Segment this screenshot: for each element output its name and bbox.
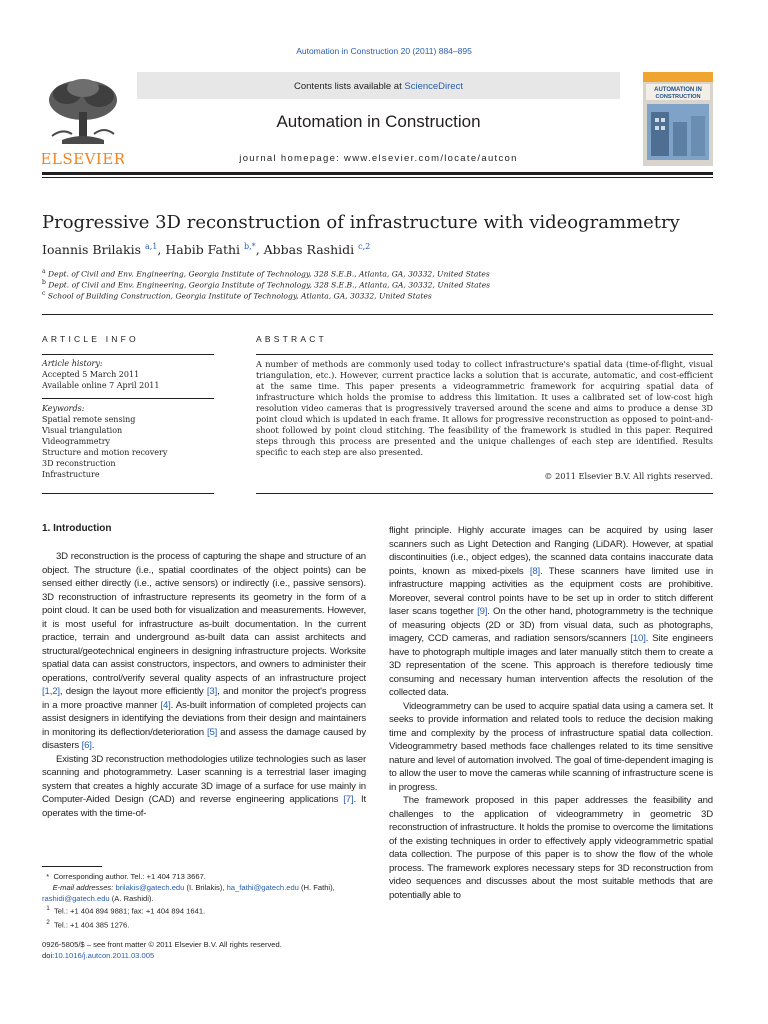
- abstract-heading: ABSTRACT: [256, 334, 327, 344]
- footnote-emails: E-mail addresses: brilakis@gatech.edu (I. Brilakis), ha_fathi@gatech.edu (H. Fathi),: [52, 882, 335, 892]
- footnote-2: $^2$ Tel.: +1 404 385 1276.: [46, 918, 130, 930]
- author-separator: ,: [255, 242, 264, 258]
- elsevier-tree-icon: [42, 76, 124, 166]
- history-accepted: Accepted 5 March 2011: [42, 370, 140, 379]
- citation-link[interactable]: [4]: [160, 699, 171, 711]
- history-label: Article history:: [42, 359, 103, 368]
- email-link[interactable]: ha_fathi@gatech.edu: [226, 882, 299, 892]
- keyword: Videogrammetry: [42, 437, 111, 446]
- svg-text:AUTOMATION IN: AUTOMATION IN: [654, 87, 702, 93]
- paragraph: Existing 3D reconstruction methodologies utilize technologies such as laser scanning and photogrammetry. Laser scanning is a terrestrial laser imaging system that creates a highly accurate 3D image of a surface for use mainly in Computer-Aided Design (CAD) and reverse engineering applications [7]. It operates with the time-of-: [42, 753, 367, 819]
- elsevier-wordmark: ELSEVIER: [42, 150, 124, 166]
- journal-cover-image[interactable]: [643, 72, 713, 166]
- history-online: Available online 7 April 2011: [42, 381, 160, 390]
- footnote-emails-cont: rashidi@gatech.edu (A. Rashidi).: [42, 893, 154, 903]
- paragraph: 3D reconstruction is the process of capturing the shape and structure of an object. The structure (i.e., spatial coordinates of the object points) can be sensed either directly (i.e., active sensors) or indirectly (i.e., passive sensors). 3D reconstruction of infrastructure represents its geometry in the form of a point cloud. It can be used both for visualization and measurements. However, it is most useful for infrastructure as-built documentation. In the current practice, terrain and underground as-built data can assist architects and structural/geotechnical engineers in designing infrastructure projects. Worksite spatial data can assist constructors, inspectors, and owners to administer their operations, control/verify several quality aspects of an infrastructure project [1,2], design the layout more efficiently [3], and monitor the project's progress in a more proactive manner [4]. As-built information of completed projects can assist designers in identifying the deviations from their design and maintainers in monitoring its deflection/deterioration [5] and assess the damage caused by disasters [6].: [42, 551, 366, 751]
- citation-link[interactable]: [3]: [206, 686, 218, 697]
- journal-title: Automation in Construction: [276, 112, 481, 131]
- header-rule: [42, 172, 713, 175]
- contents-prefix: Contents lists available at: [294, 81, 405, 92]
- keyword: Infrastructure: [42, 470, 100, 479]
- citation-link[interactable]: [7]: [343, 794, 354, 805]
- citation-link[interactable]: [1,2]: [42, 686, 60, 697]
- body-column-left: [42, 550, 366, 820]
- paragraph: flight principle. Highly accurate images can be acquired by using laser scanners such as Light Detection and Ranging (LiDAR). However, at spatial discontinuities (i.e., object edges), the scanned data contains inaccurate data points, known as mixed-pixels [8]. These scanners have limited use in infrastructure mapping activities as the equipment costs are prohibitive. Moreover, several control points have to be set up in order to stitch different laser scans together [9]. On the other hand, photogrammetry is the technique of measuring objects (2D or 3D) from visual data, such as photographs, imagery, CCD cameras, and radiation sensors/scanners [10]. Site engineers have to photograph multiple images and later manually stitch them to create a 3D representation of the scene. This approach is therefore tediously time consuming and necessary human intervention affects the resolution of the collected data.: [389, 525, 714, 698]
- author-affiliation-link[interactable]: c,2: [358, 242, 371, 251]
- email-link[interactable]: brilakis@gatech.edu: [115, 882, 185, 892]
- author-name: Habib Fathi: [165, 242, 241, 258]
- paragraph: The framework proposed in this paper addresses the feasibility and challenges to the application of videogrammetry in geometric 3D reconstruction of infrastructure. It holds the promise to overcome the limitations of the existing techniques in order to effectively apply videogrammetric spatial data collection. The purpose of this paper is to show the flow of the whole process. The framework explores necessary steps for 3D reconstruction from video sequences and discusses about the most suitable methods that are potentially able to: [389, 795, 713, 901]
- author-list: [42, 242, 722, 257]
- citation-link[interactable]: [9]: [477, 606, 488, 617]
- divider: [42, 354, 214, 355]
- elsevier-logo: [42, 76, 124, 166]
- sciencedirect-link[interactable]: ScienceDirect: [404, 81, 463, 92]
- keywords-list: [42, 414, 167, 480]
- journal-reference-link[interactable]: Automation in Construction 20 (2011) 884–895: [296, 46, 472, 56]
- abstract-text: A number of methods are commonly used today to collect infrastructure's spatial data (time-of-flight, visual triangulation, etc.). However, current practice lacks a solution that is accurate, automatic, and cost-efficient at the same time. This paper presents a videogrammetric framework for acquiring spatial data of infrastructure which holds the promise to address this limitation. It uses a calibrated set of low-cost high resolution video cameras that is progressively traversed around the scene and aims to produce a dense 3D point cloud which is updated in each frame. It allows for progressive reconstruction as opposed to point-and-shoot followed by point cloud stitching. The feasibility of the framework is studied in this paper. Required steps through this process are presented and the unique challenges of each step are identified. Results specific to each step are also presented.: [256, 359, 713, 457]
- copyright-notice: © 2011 Elsevier B.V. All rights reserved.: [544, 471, 713, 481]
- keyword: Spatial remote sensing: [42, 415, 136, 424]
- issn-text: 0926-5805/$ – see front matter © 2011 Elsevier B.V. All rights reserved.: [42, 940, 282, 949]
- header-rule-thin: [42, 177, 713, 178]
- doi-link[interactable]: 10.1016/j.autcon.2011.03.005: [54, 950, 155, 960]
- divider: [42, 398, 214, 399]
- footnote-corresponding: * Corresponding author. Tel.: +1 404 713 3667.: [46, 872, 206, 881]
- contents-line: [137, 81, 620, 92]
- divider: [42, 493, 214, 494]
- divider: [256, 493, 713, 494]
- paragraph: Videogrammetry can be used to acquire spatial data using a camera set. It seeks to provide information and related tools to reduce the decision making time and complexity by the process of infrastructure spatial data collection. Videogrammetry based methods face challenges related to its time sensitive nature and level of automation involved. The goal of time-dependent imaging is to allow the user to move the cameras while scanning of infrastructure scene is in progress.: [389, 700, 713, 793]
- affiliation: $^c$ School of Building Construction, Georgia Institute of Technology, Atlanta, GA, 30332, United States: [42, 290, 432, 301]
- email-link[interactable]: rashidi@gatech.edu: [42, 893, 110, 903]
- keyword: 3D reconstruction: [42, 459, 116, 468]
- issn-line: [42, 940, 282, 962]
- affiliation: $^b$ Dept. of Civil and Env. Engineering, Georgia Institute of Technology, 328 S.E.B., Atlanta, GA, 30332, United States: [42, 279, 491, 290]
- citation-link[interactable]: [6]: [81, 740, 92, 751]
- citation-link[interactable]: [8]: [529, 565, 541, 577]
- footnotes: [42, 872, 372, 931]
- citation-link[interactable]: [5]: [206, 726, 218, 738]
- journal-cover-icon: [643, 72, 713, 166]
- keyword: Visual triangulation: [42, 426, 123, 435]
- author-name: Ioannis Brilakis: [42, 242, 141, 258]
- paper-title: Progressive 3D reconstruction of infrastructure with videogrammetry: [42, 212, 680, 233]
- keyword: Structure and motion recovery: [42, 448, 168, 457]
- section-heading: 1. Introduction: [42, 523, 112, 534]
- author-affiliation-link[interactable]: b,*: [244, 242, 256, 251]
- author-affiliation-link[interactable]: a,1: [144, 242, 158, 251]
- footnote-rule: [42, 866, 102, 867]
- divider: [256, 354, 713, 355]
- divider: [42, 314, 713, 315]
- author-name: Abbas Rashidi: [263, 242, 355, 258]
- citation-link[interactable]: [10]: [630, 633, 646, 644]
- author-separator: ,: [157, 242, 166, 258]
- article-info-heading: ARTICLE INFO: [42, 334, 139, 344]
- doi-line: doi:10.1016/j.autcon.2011.03.005: [42, 950, 155, 960]
- footnote-1: $^1$ Tel.: +1 404 894 9881; fax: +1 404 894 1641.: [46, 905, 206, 916]
- body-column-right: [389, 524, 713, 902]
- journal-homepage-link[interactable]: journal homepage: www.elsevier.com/locate/autcon: [239, 153, 518, 164]
- affiliation: $^a$ Dept. of Civil and Env. Engineering, Georgia Institute of Technology, 328 S.E.B., Atlanta, GA, 30332, United States: [42, 268, 490, 279]
- svg-text:CONSTRUCTION: CONSTRUCTION: [655, 94, 701, 100]
- keywords-label: Keywords:: [42, 404, 85, 413]
